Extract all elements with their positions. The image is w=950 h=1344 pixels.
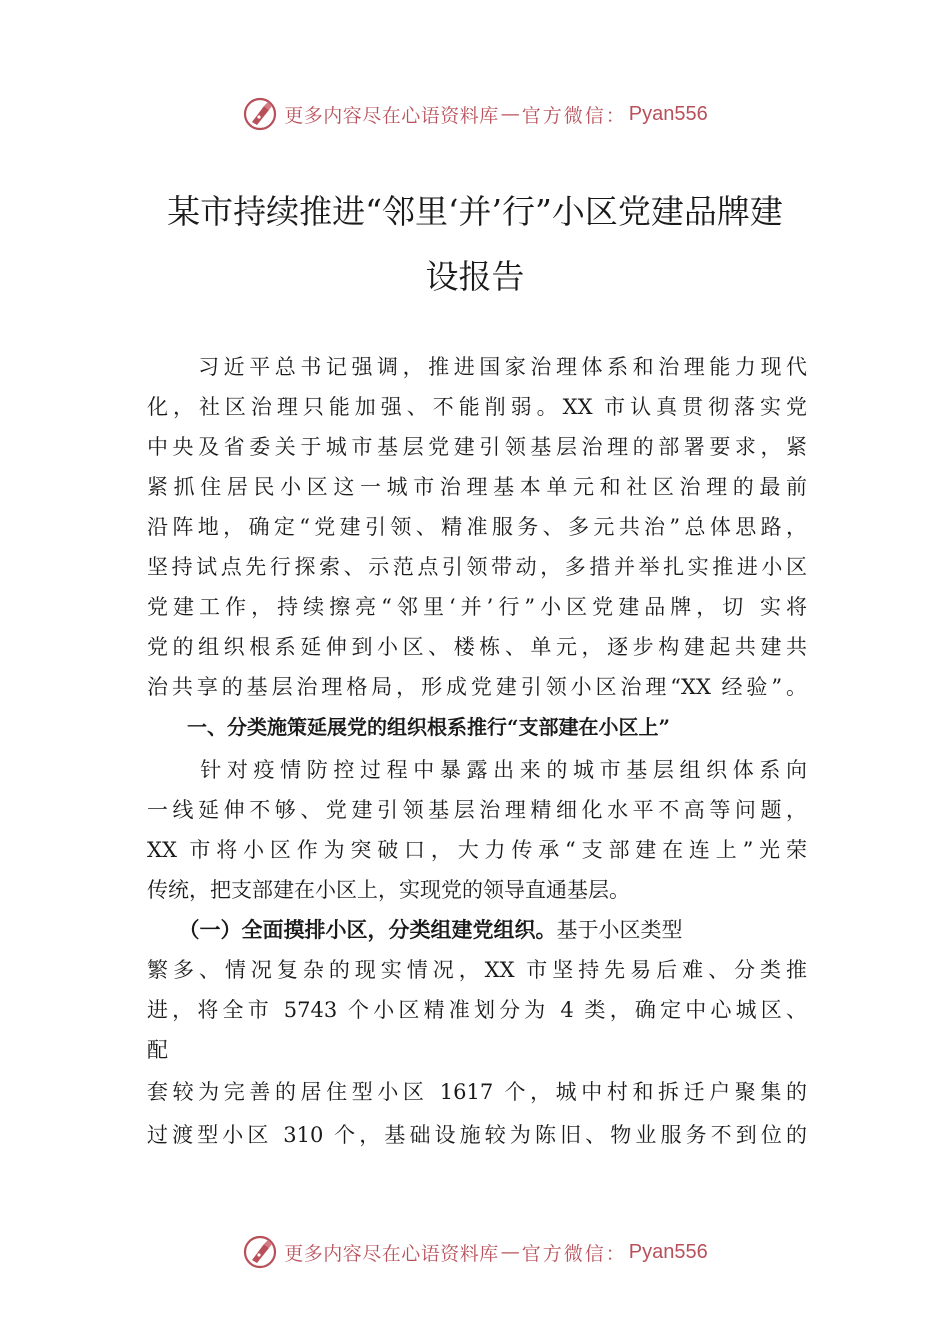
banner-separator: — (500, 1241, 520, 1263)
banner-wechat-label: 官方微信： (521, 1242, 627, 1265)
body-line: 坚持试点先行探索、示范点引领带动，多措并举扎实推进小区 (147, 555, 807, 579)
banner-wechat-label: 官方微信： (521, 104, 627, 127)
body-line: 紧抓住居民小区这一城市治理基本单元和社区治理的最前 (147, 475, 807, 499)
body-line: 过渡型小区 310 个，基础设施较为陈旧、物业服务不到位的 (147, 1123, 807, 1147)
banner-text: 更多内容尽在心语资料库 (284, 1242, 499, 1265)
body-line: 配 (147, 1038, 168, 1062)
pen-nib-logo-icon (242, 96, 278, 132)
pen-nib-logo-icon (242, 1234, 278, 1270)
subsection-line (147, 915, 807, 945)
body-line: 治共享的基层治理格局，形成党建引领小区治理“XX 经验”。 (147, 675, 807, 699)
banner-text: 更多内容尽在心语资料库 (284, 104, 499, 127)
body-line: 繁多、情况复杂的现实情况，XX 市坚持先易后难、分类推 (147, 958, 807, 982)
header-banner (0, 94, 950, 134)
body-line: 中央及省委关于城市基层党建引领基层治理的部署要求，紧 (147, 435, 807, 459)
body-line: 一线延伸不够、党建引领基层治理精细化水平不高等问题， (147, 798, 807, 822)
document-title-line-1: 某市持续推进“邻里‘并’行”小区党建品牌建 (167, 192, 783, 231)
body-line: 沿阵地，确定“党建引领、精准服务、多元共治”总体思路， (147, 515, 807, 539)
body-line: XX 市将小区作为突破口，大力传承“支部建在连上”光荣 (147, 838, 807, 862)
body-line: 进，将全市 5743 个小区精准划分为 4 类，确定中心城区、 (147, 998, 807, 1022)
footer-banner (0, 1232, 950, 1272)
subsection-heading: （一）全面摸排小区，分类组建党组织。 (147, 917, 557, 942)
document-title-line-2: 设报告 (425, 257, 525, 296)
body-line: 针对疫情防控过程中暴露出来的城市基层组织体系向 (147, 758, 807, 782)
banner-wechat-id: Pyan556 (628, 102, 708, 125)
subsection-text: 基于小区类型 (556, 918, 683, 942)
body-line: 套较为完善的居住型小区 1617 个，城中村和拆迁户聚集的 (147, 1080, 807, 1104)
body-line: 化，社区治理只能加强、不能削弱。XX 市认真贯彻落实党 (147, 395, 807, 419)
body-line: 传统，把支部建在小区上，实现党的领导直通基层。 (147, 878, 630, 902)
body-line: 党建工作，持续擦亮“邻里‘并’行”小区党建品牌，切 实将 (147, 595, 807, 619)
banner-wechat-id: Pyan556 (628, 1240, 708, 1263)
body-line: 习近平总书记强调，推进国家治理体系和治理能力现代 (147, 355, 807, 379)
body-line: 党的组织根系延伸到小区、楼栋、单元，逐步构建起共建共 (147, 635, 807, 659)
banner-separator: — (500, 103, 520, 125)
section-heading: 一、分类施策延展党的组织根系推行“支部建在小区上” (147, 715, 671, 739)
